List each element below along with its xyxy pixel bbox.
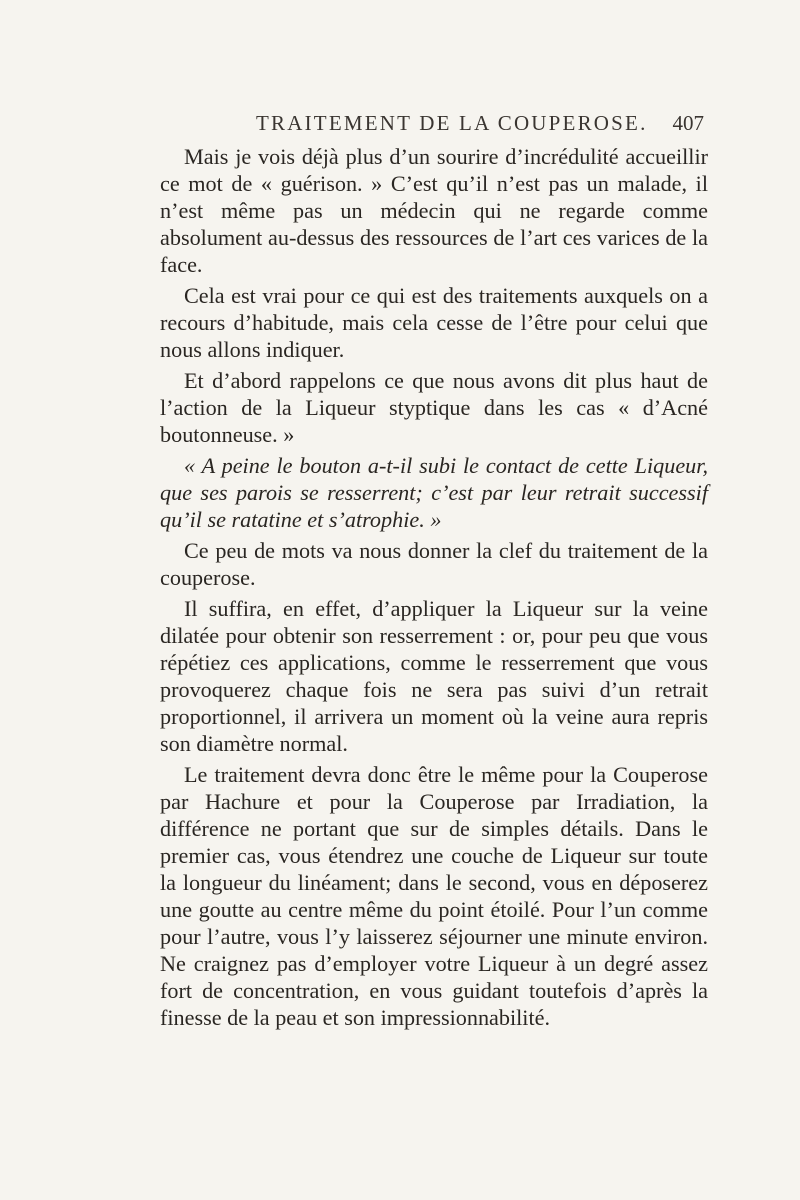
page-number: 407 — [672, 111, 704, 135]
paragraph-2: Cela est vrai pour ce qui est des traitements auxquels on a recours d’habitude, mais cela cesse de l’être pour celui que nous allons indiquer. — [160, 283, 708, 362]
paragraph-6: Il suffira, en effet, d’appliquer la Liqueur sur la veine dilatée pour obtenir son resserrement : or, pour peu que vous répétiez ces applications, comme le resserrement que vous provoquerez chaque fois ne sera pas suivi d’un retrait proportionnel, il arrivera un moment où la veine aura repris son diamètre normal. — [160, 596, 708, 756]
paragraph-5: Ce peu de mots va nous donner la clef du traitement de la couperose. — [160, 538, 708, 590]
running-title: TRAITEMENT DE LA COUPEROSE. — [256, 111, 648, 135]
paragraph-7: Le traitement devra donc être le même pour la Couperose par Hachure et pour la Couperose par Irradiation, la différence ne portant que sur de simples détails. Dans le premier cas, vous étendrez une couche de Liqueur sur toute la longueur du linéament; dans le second, vous en déposerez une goutte au centre même du point étoilé. Pour l’un comme pour l’autre, vous l’y laisserez séjourner une minute environ. Ne craignez pas d’employer votre Liqueur à un degré assez fort de concentration, en vous guidant toutefois d’après la finesse de la peau et son impressionnabilité. — [160, 762, 708, 1030]
paragraph-3: Et d’abord rappelons ce que nous avons dit plus haut de l’action de la Liqueur styptique dans les cas « d’Acné boutonneuse. » — [160, 368, 708, 447]
paragraph-1: Mais je vois déjà plus d’un sourire d’incrédulité accueillir ce mot de « guérison. » C’est qu’il n’est pas un malade, il n’est même pas un médecin qui ne regarde comme absolument au-dessus des ressources de l’art ces varices de la face. — [160, 144, 708, 277]
body-text — [160, 143, 708, 1031]
running-header — [160, 106, 708, 140]
quoted-paragraph: « A peine le bouton a-t-il subi le contact de cette Liqueur, que ses parois se resserrent; c’est par leur retrait successif qu’il se ratatine et s’atrophie. » — [160, 453, 708, 532]
